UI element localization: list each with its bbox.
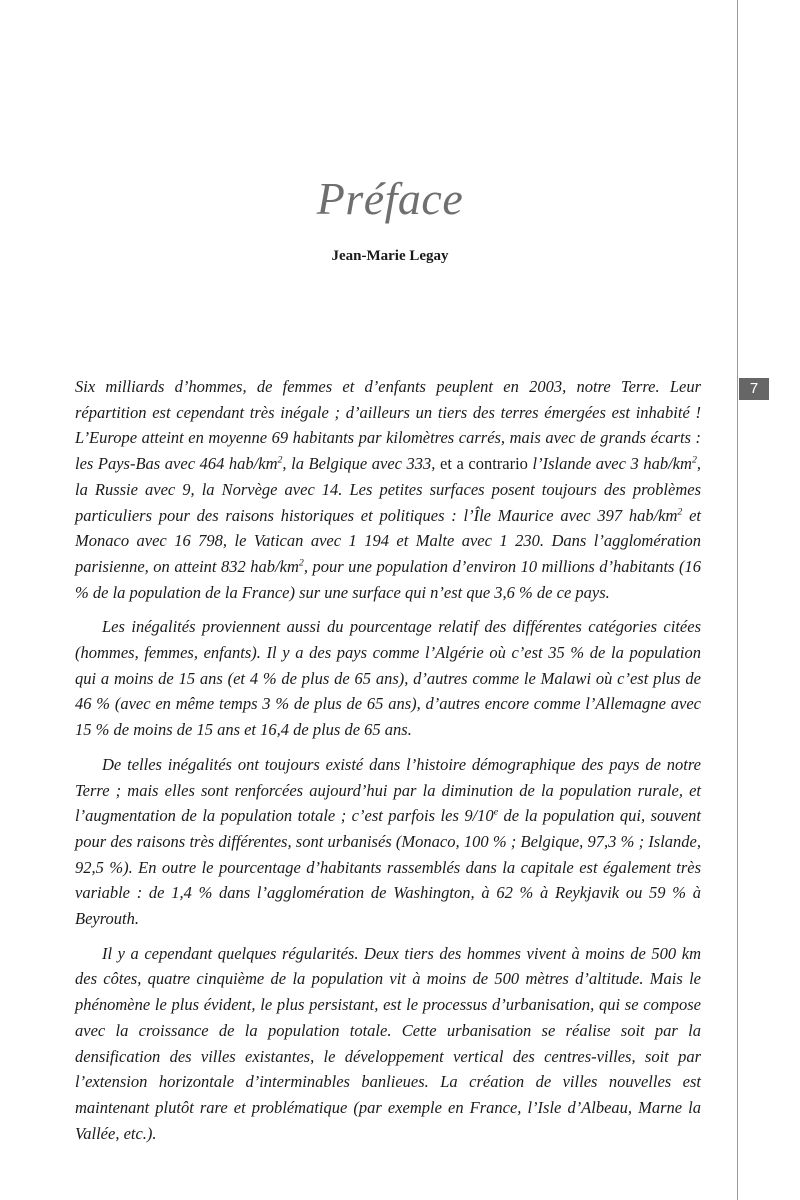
paragraph-2: Les inégalités proviennent aussi du pourcentage relatif des différentes catégories citées (hommes, femmes, enfants). Il y a des pays comme l’Algérie où c’est 35 % de la population qui a moins de 15 ans (et 4 % de plus de 65 ans), d’autres comme le Malawi où c’est plus de 46 % (avec en même temps 3 % de plus de 65 ans), d’autres encore comme l’Allemagne avec 15 % de moins de 15 ans et 16,4 de plus de 65 ans. [75, 617, 701, 740]
paragraph-1-part-a: Six milliards d’hommes, de femmes et d’enfants peuplent en 2003, notre Terre. Leur répartition est cependant très inégale ; d’ailleurs un tiers des terres émergées est inhabité ! L’Europe atteint en moyenne 69 habitants par kilomètres carrés, mais avec de grands écarts : les Pays-Bas avec 464 hab/km [75, 377, 701, 474]
paragraph-1 [75, 374, 701, 605]
paragraph-3-part-a: De telles inégalités ont toujours existé dans l’histoire démographique des pays de notre Terre ; mais elles sont renforcées aujourd’hui par la diminution de la population rurale, et l’augmentation de la population totale ; c’est parfois les 9/10 [75, 754, 701, 826]
paragraph-4: Il y a cependant quelques régularités. Deux tiers des hommes vivent à moins de 500 km des côtes, quatre cinquième de la population vit à moins de 500 mètres d’altitude. Mais le phénomène le plus évident, le plus persistant, est le processus d’urbanisation, qui se compose avec la croissance de la population totale. Cette urbanisation se réalise soit par la densification des villes existantes, le développement vertical des centres-villes, soit par l’extension horizontale d’interminables banlieues. La création de villes nouvelles est maintenant plutôt rare et problématique (par exemple en France, l’Isle d’Albeau, Marne la Vallée, etc.). [75, 943, 701, 1143]
body-text [75, 374, 701, 1155]
paragraph-1-part-b: , la Belgique avec 333, [282, 454, 440, 474]
paragraph-1-part-e: et Monaco avec 16 798, le Vatican avec 1 194 et Malte avec 1 230. Dans l’agglomération parisienne, on atteint 832 hab/km [75, 505, 701, 576]
superscript: e [493, 806, 499, 818]
paragraph-1-part-d: , la Russie avec 9, la Norvège avec 14. Les petites surfaces posent toujours des problèmes particuliers pour des raisons historiques et politiques : l’Île Maurice avec 397 hab/km [75, 454, 701, 525]
superscript: 2 [677, 506, 683, 518]
superscript: 2 [277, 454, 283, 466]
paragraph-3 [75, 752, 701, 932]
paragraph-1-part-c: l’Islande avec 3 hab/km [527, 454, 692, 474]
superscript: 2 [298, 557, 304, 569]
paragraph-1-upright: et a contrario [440, 454, 528, 474]
author-name: Jean-Marie Legay [331, 248, 449, 264]
paragraph-1-part-f: , pour une population d’environ 10 millions d’habitants (16 % de la population de la France) sur une surface qui n’est que 3,6 % de ce pays. [75, 556, 701, 602]
page-title: Préface [316, 173, 464, 224]
superscript: 2 [691, 454, 697, 466]
paragraph-3-part-b: de la population qui, souvent pour des raisons très différentes, sont urbanisés (Monaco, 100 % ; Belgique, 97,3 % ; Islande, 92,5 %). En outre le pourcentage d’habitants rassemblés dans la capitale est également très variable : de 1,4 % dans l’agglomération de Washington, à 62 % à Reykjavik ou 59 % à Beyrouth. [75, 806, 701, 929]
page-number: 7 [739, 378, 769, 400]
